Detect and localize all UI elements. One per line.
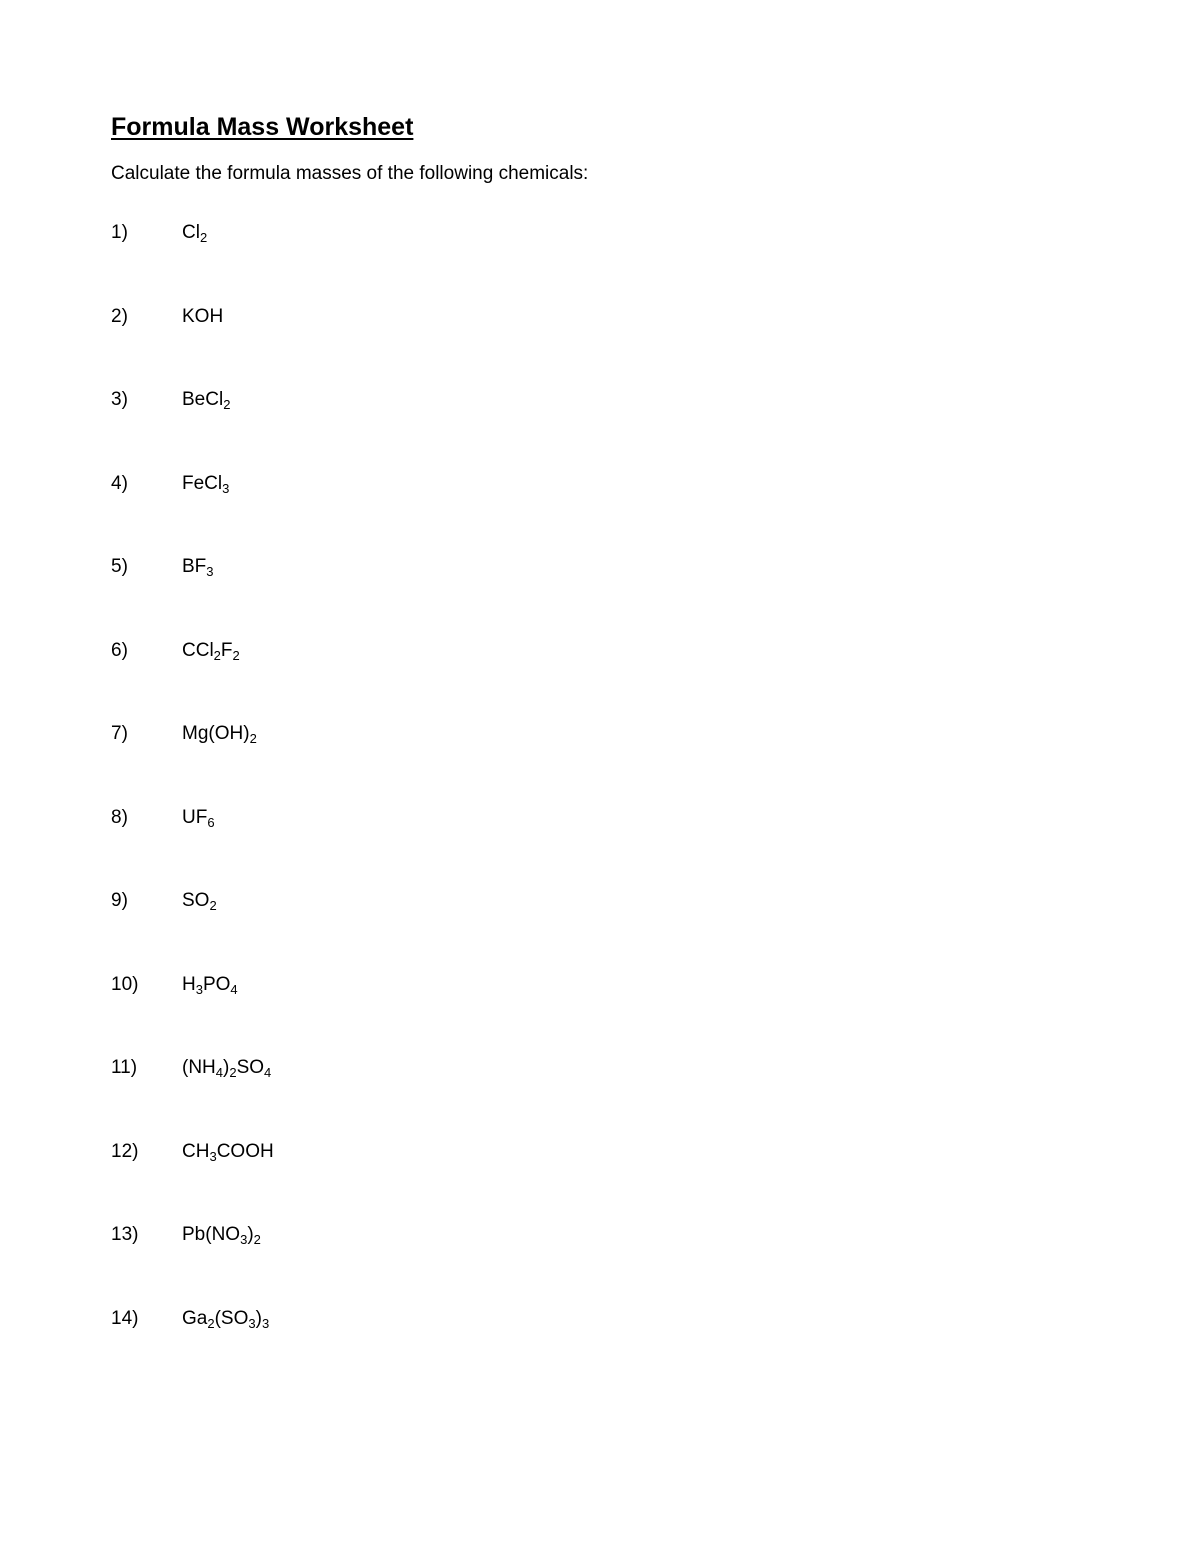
formula-text: KOH — [182, 305, 224, 327]
formula-subscript: 3 — [261, 1315, 270, 1331]
problem-list — [111, 221, 274, 1390]
formula-subscript: 2 — [232, 647, 240, 663]
formula-subscript: 6 — [207, 814, 215, 830]
formula-text: SO — [236, 1057, 265, 1078]
problem-item — [111, 305, 274, 389]
formula-subscript: 2 — [223, 397, 231, 412]
problem-number: 11) — [111, 1057, 138, 1078]
formula-text: Ga — [182, 1307, 208, 1329]
formula-text: BeCl — [182, 389, 224, 410]
problem-item — [111, 388, 274, 472]
problem-number: 6) — [111, 639, 128, 661]
problem-item — [111, 1056, 274, 1140]
formula-subscript: 2 — [207, 1315, 215, 1331]
formula-text: ) — [223, 1057, 230, 1078]
chemical-formula — [182, 1140, 274, 1164]
problem-item — [111, 1140, 274, 1224]
chemical-formula — [182, 973, 238, 997]
formula-text: COOH — [216, 1140, 274, 1162]
formula-subscript: 2 — [213, 647, 221, 663]
problem-number: 5) — [111, 556, 128, 577]
problem-number: 13) — [111, 1224, 139, 1245]
formula-text: FeCl — [182, 472, 223, 494]
chemical-formula — [182, 1307, 269, 1331]
formula-text: H — [182, 973, 196, 995]
chemical-formula — [182, 806, 215, 830]
formula-text: F — [220, 639, 233, 661]
formula-subscript: 4 — [230, 981, 238, 997]
problem-item — [111, 221, 274, 305]
formula-subscript: 3 — [195, 981, 203, 997]
formula-text: ) — [247, 1224, 254, 1245]
formula-text: CH — [182, 1140, 210, 1162]
problem-item — [111, 555, 274, 639]
problem-number: 10) — [111, 973, 139, 995]
formula-subscript: 3 — [248, 1315, 256, 1331]
problem-item — [111, 889, 274, 973]
formula-text: Pb(NO — [182, 1224, 241, 1245]
chemical-formula — [182, 472, 229, 496]
problem-item — [111, 639, 274, 723]
chemical-formula — [182, 1056, 271, 1080]
formula-subscript: 2 — [209, 898, 217, 913]
problem-number: 8) — [111, 806, 128, 828]
formula-text: BF — [182, 556, 207, 577]
problem-number: 7) — [111, 723, 128, 744]
formula-text: Cl — [182, 222, 200, 243]
formula-text: ) — [255, 1307, 262, 1329]
formula-subscript: 4 — [215, 1065, 224, 1080]
formula-subscript: 2 — [229, 1065, 237, 1080]
formula-subscript: 3 — [222, 480, 230, 496]
problem-item — [111, 806, 274, 890]
chemical-formula — [182, 1223, 261, 1247]
chemical-formula — [182, 889, 217, 913]
formula-text: CCl — [182, 639, 214, 661]
formula-text: (SO — [214, 1307, 249, 1329]
chemical-formula — [182, 639, 240, 663]
formula-subscript: 4 — [264, 1065, 272, 1080]
instructions-text: Calculate the formula masses of the following chemicals: — [111, 163, 589, 184]
problem-item — [111, 722, 274, 806]
formula-subscript: 3 — [209, 1148, 217, 1164]
problem-item — [111, 1307, 274, 1391]
formula-subscript: 2 — [249, 731, 257, 746]
problem-number: 14) — [111, 1307, 139, 1329]
problem-number: 1) — [111, 222, 128, 243]
formula-subscript: 2 — [253, 1232, 261, 1247]
problem-number: 4) — [111, 472, 128, 494]
problem-number: 3) — [111, 389, 128, 410]
chemical-formula — [182, 305, 223, 329]
problem-item — [111, 472, 274, 556]
formula-subscript: 3 — [206, 564, 214, 579]
formula-subscript: 3 — [240, 1232, 248, 1247]
page-title: Formula Mass Worksheet — [111, 113, 414, 141]
chemical-formula — [182, 555, 214, 579]
formula-text: SO — [182, 890, 210, 911]
formula-text: UF — [182, 806, 208, 828]
problem-number: 12) — [111, 1140, 139, 1162]
formula-subscript: 2 — [199, 230, 208, 245]
problem-item — [111, 973, 274, 1057]
problem-number: 2) — [111, 305, 128, 327]
chemical-formula — [182, 722, 257, 746]
chemical-formula — [182, 388, 230, 412]
chemical-formula — [182, 221, 207, 245]
formula-text: Mg(OH) — [182, 723, 250, 744]
formula-text: (NH — [182, 1057, 216, 1078]
problem-number: 9) — [111, 890, 128, 911]
problem-item — [111, 1223, 274, 1307]
formula-text: PO — [202, 973, 231, 995]
